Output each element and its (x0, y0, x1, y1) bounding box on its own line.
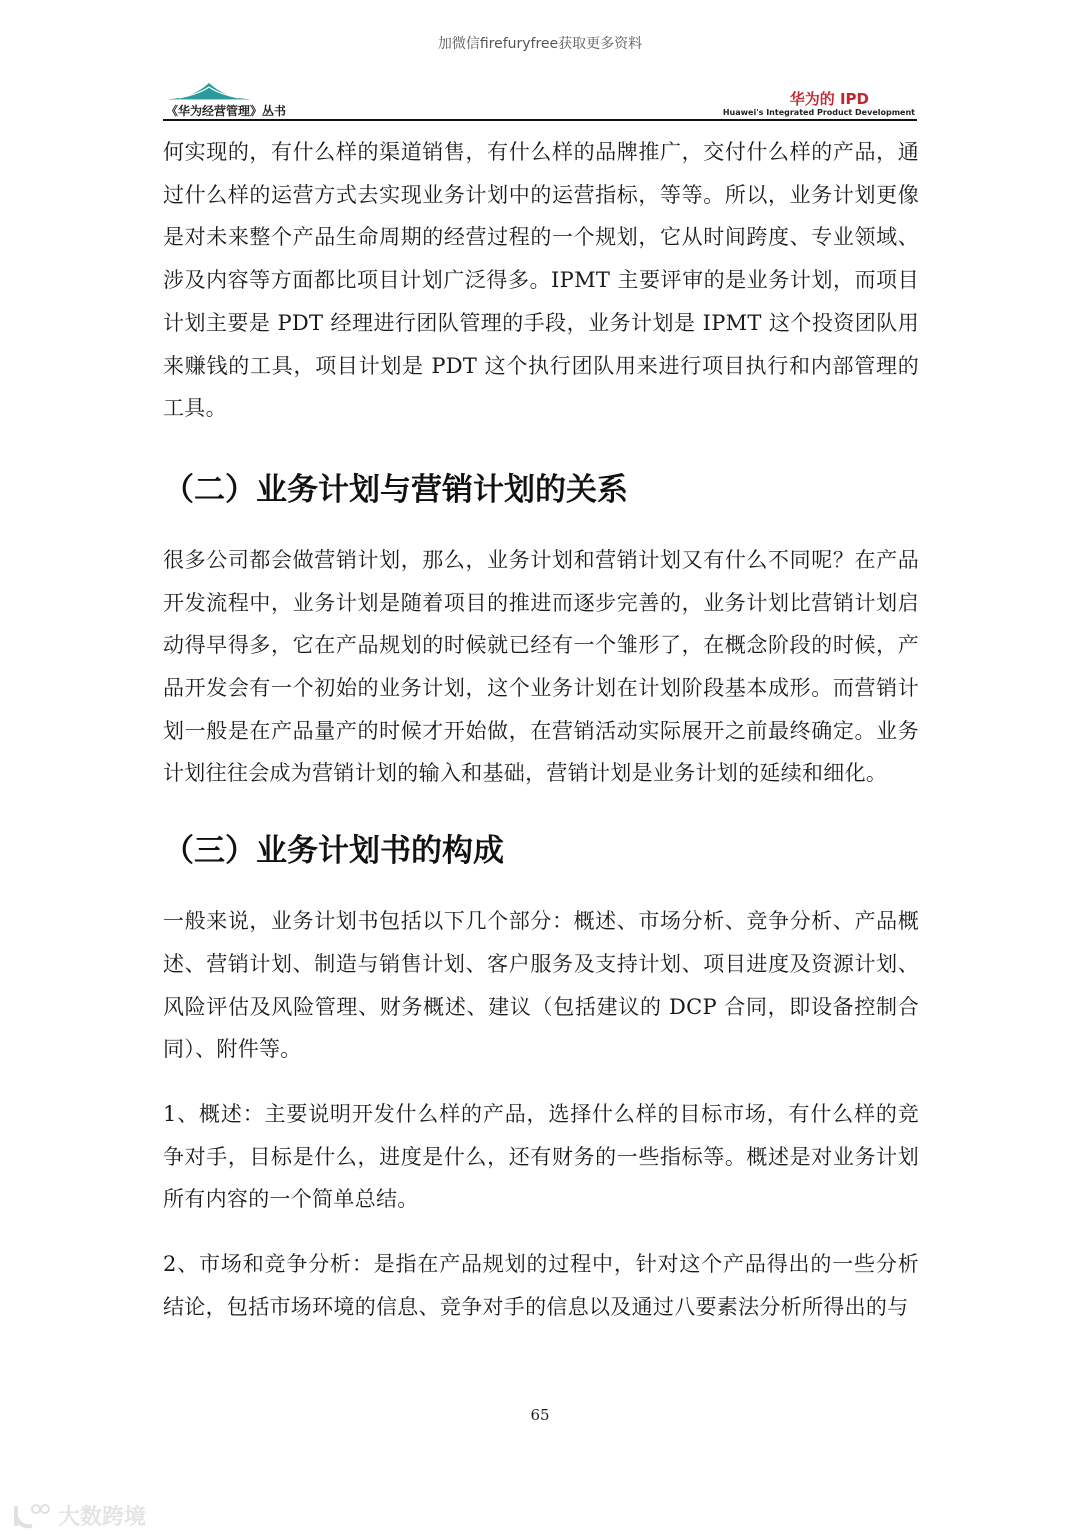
paragraph: 很多公司都会做营销计划，那么，业务计划和营销计划又有什么不同呢？在产品开发流程中，业务计划是随着项目的推进而逐步完善的，业务计划比营销计划启动得早得多，它在产品规划的时候就已经有一个雏形了，在概念阶段的时候，产品开发会有一个初始的业务计划，这个业务计划在计划阶段基本成形。而营销计划一般是在产品量产的时候才开始做，在营销活动实际展开之前最终确定。业务计划往往会成为营销计划的输入和基础，营销计划是业务计划的延续和细化。 (163, 547, 919, 786)
paragraph: 1、概述：主要说明开发什么样的产品，选择什么样的目标市场，有什么样的竞争对手，目标是什么，进度是什么，还有财务的一些指标等。概述是对业务计划所有内容的一个简单总结。 (163, 1101, 919, 1212)
bottom-watermark (12, 1500, 146, 1531)
section-heading: （二）业务计划与营销计划的关系 (163, 471, 628, 508)
paragraph: 何实现的，有什么样的渠道销售，有什么样的品牌推广，交付什么样的产品，通过什么样的运营方式去实现业务计划中的运营指标，等等。所以，业务计划更像是对未来整个产品生命周期的经营过程的一个规划，它从时间跨度、专业领域、涉及内容等方面都比项目计划广泛得多。IPMT 主要评审的是业务计划，而项目计划主要是 PDT 经理进行团队管理的手段，业务计划是 IPMT 这个投资团队用来赚钱的工具，项目计划是 PDT 这个执行团队用来进行项目执行和内部管理的工具。 (163, 140, 919, 421)
page-header (163, 78, 917, 122)
section-heading: （三）业务计划书的构成 (163, 833, 504, 870)
page-body (163, 131, 919, 1328)
brand-subtitle: Huawei's Integrated Product Development (722, 108, 915, 117)
paragraph: 一般来说，业务计划书包括以下几个部分：概述、市场分析、竞争分析、产品概述、营销计划、制造与销售计划、客户服务及支持计划、项目进度及资源计划、风险评估及风险管理、财务概述、建议（包括建议的 DCP 合同，即设备控制合同）、附件等。 (163, 909, 919, 1062)
mountain-logo-icon (169, 80, 249, 100)
page-number: 65 (530, 1406, 550, 1424)
series-title: 《华为经营管理》丛书 (166, 104, 287, 118)
top-watermark: 加微信firefuryfree获取更多资料 (437, 36, 643, 52)
watermark-logo-icon (12, 1502, 52, 1530)
header-divider (163, 119, 917, 121)
brand-title: 华为的 IPD (789, 90, 869, 108)
watermark-text: 大数跨境 (58, 1505, 147, 1530)
paragraph: 2、市场和竞争分析：是指在产品规划的过程中，针对这个产品得出的一些分析结论，包括市场环境的信息、竞争对手的信息以及通过八要素法分析所得出的与 (163, 1252, 919, 1319)
